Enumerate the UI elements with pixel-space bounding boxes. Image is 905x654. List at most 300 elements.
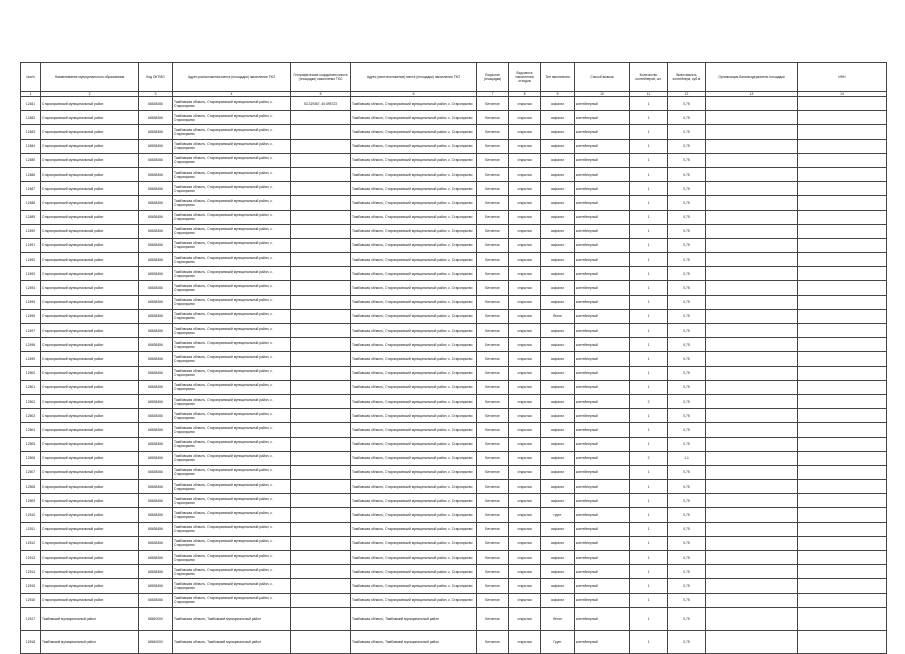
containers-registry-table: [20, 62, 887, 654]
accumulation-type: асфальт: [541, 437, 575, 451]
coordinates: [291, 494, 351, 508]
container-volume: 0,75: [668, 267, 706, 281]
header-cell: Код ОКТМО: [139, 63, 173, 92]
table-row: [21, 579, 887, 593]
place-address: Тамбовская область, Староюрьевский муниципальный район, с. Староюрьево: [351, 494, 477, 508]
municipality-name: Староюрьевский муниципальный район: [41, 409, 139, 423]
container-count: 1: [630, 465, 668, 479]
oktmo-code: 68638456: [139, 224, 173, 238]
container-count: 1: [630, 522, 668, 536]
site-kind: открытая: [509, 607, 541, 630]
removal-method: контейнерный: [575, 480, 630, 494]
removal-method: контейнерный: [575, 593, 630, 607]
removal-method: контейнерный: [575, 409, 630, 423]
inn: [798, 267, 887, 281]
container-volume: 0,75: [668, 380, 706, 394]
accumulation-type: асфальт: [541, 494, 575, 508]
place-address: Тамбовская область, Староюрьевский муниципальный район, с. Староюрьево: [351, 536, 477, 550]
inn: [798, 167, 887, 181]
site-kind: открытая: [509, 196, 541, 210]
container-volume: 0,75: [668, 409, 706, 423]
location-address: Тамбовская область, Староюрьевский муниципальный район, с. Староюрьево: [173, 210, 291, 224]
municipality-name: Тамбовский муниципальный район: [41, 630, 139, 653]
municipality-name: Староюрьевский муниципальный район: [41, 536, 139, 550]
oktmo-code: 68638456: [139, 196, 173, 210]
inn: [798, 380, 887, 394]
coordinates: [291, 253, 351, 267]
removal-method: контейнерный: [575, 139, 630, 153]
place-address: Тамбовская область, Староюрьевский муниципальный район, с. Староюрьево: [351, 579, 477, 593]
container-volume: 0,75: [668, 480, 706, 494]
municipality-name: Староюрьевский муниципальный район: [41, 97, 139, 111]
column-number: 10: [575, 92, 630, 97]
column-number: 7: [477, 92, 509, 97]
removal-method: контейнерный: [575, 508, 630, 522]
place-address: Тамбовская область, Староюрьевский муниципальный район, с. Староюрьево: [351, 508, 477, 522]
table-row: [21, 153, 887, 167]
column-number: 1: [21, 92, 41, 97]
column-number: 13: [706, 92, 798, 97]
place-address: Тамбовская область, Староюрьевский муниципальный район, с. Староюрьево: [351, 309, 477, 323]
place-address: Тамбовская область, Староюрьевский муниципальный район, с. Староюрьево: [351, 196, 477, 210]
oktmo-code: 68638456: [139, 167, 173, 181]
accumulation-type: асфальт: [541, 153, 575, 167]
surface-cover: Бетонное: [477, 324, 509, 338]
row-number: 12497: [21, 324, 41, 338]
row-number: 12512: [21, 536, 41, 550]
location-address: Тамбовская область, Староюрьевский муниципальный район, с. Староюрьево: [173, 522, 291, 536]
inn: [798, 423, 887, 437]
row-number: 12492: [21, 253, 41, 267]
table-row: [21, 536, 887, 550]
coordinates: [291, 167, 351, 181]
oktmo-code: 68640000: [139, 630, 173, 653]
coordinates: [291, 593, 351, 607]
header-cell: Наименование муниципального образования: [41, 63, 139, 92]
municipality-name: Староюрьевский муниципальный район: [41, 281, 139, 295]
table-row: [21, 465, 887, 479]
inn: [798, 451, 887, 465]
balance-holder: [706, 579, 798, 593]
balance-holder: [706, 238, 798, 252]
oktmo-code: 68638456: [139, 394, 173, 408]
surface-cover: Бетонное: [477, 423, 509, 437]
coordinates: [291, 153, 351, 167]
place-address: Тамбовская область, Староюрьевский муниципальный район, с. Староюрьево: [351, 394, 477, 408]
site-kind: открытая: [509, 309, 541, 323]
place-address: Тамбовская область, Староюрьевский муниципальный район, с. Староюрьево: [351, 409, 477, 423]
location-address: Тамбовская область, Староюрьевский муниципальный район, с. Староюрьево: [173, 309, 291, 323]
header-row: [21, 63, 887, 92]
coordinates: [291, 565, 351, 579]
place-address: Тамбовская область, Староюрьевский муниципальный район, с. Староюрьево: [351, 267, 477, 281]
place-address: Тамбовская область, Староюрьевский муниципальный район, с. Староюрьево: [351, 182, 477, 196]
site-kind: открытая: [509, 451, 541, 465]
coordinates: [291, 281, 351, 295]
container-volume: 0,75: [668, 522, 706, 536]
column-number: 9: [541, 92, 575, 97]
removal-method: контейнерный: [575, 352, 630, 366]
inn: [798, 210, 887, 224]
surface-cover: Бетонное: [477, 508, 509, 522]
removal-method: контейнерный: [575, 281, 630, 295]
oktmo-code: 68638456: [139, 593, 173, 607]
container-count: 1: [630, 97, 668, 111]
inn: [798, 409, 887, 423]
removal-method: контейнерный: [575, 522, 630, 536]
accumulation-type: асфальт: [541, 253, 575, 267]
municipality-name: Староюрьевский муниципальный район: [41, 153, 139, 167]
coordinates: [291, 480, 351, 494]
oktmo-code: 68638456: [139, 437, 173, 451]
coordinates: [291, 465, 351, 479]
municipality-name: Староюрьевский муниципальный район: [41, 196, 139, 210]
table-row: [21, 224, 887, 238]
removal-method: контейнерный: [575, 111, 630, 125]
oktmo-code: 68638456: [139, 579, 173, 593]
container-volume: 0,75: [668, 153, 706, 167]
balance-holder: [706, 153, 798, 167]
site-kind: открытая: [509, 630, 541, 653]
location-address: Тамбовская область, Староюрьевский муниципальный район, с. Староюрьево: [173, 253, 291, 267]
inn: [798, 196, 887, 210]
municipality-name: Староюрьевский муниципальный район: [41, 480, 139, 494]
header-cell: Вид места накопления отходов: [509, 63, 541, 92]
container-volume: 0,75: [668, 465, 706, 479]
accumulation-type: асфальт: [541, 125, 575, 139]
balance-holder: [706, 536, 798, 550]
location-address: Тамбовская область, Тамбовский муниципальный район: [173, 630, 291, 653]
location-address: Тамбовская область, Староюрьевский муниципальный район, с. Староюрьево: [173, 167, 291, 181]
column-number: 4: [173, 92, 291, 97]
site-kind: открытая: [509, 210, 541, 224]
coordinates: 53.319367, 40.695723: [291, 97, 351, 111]
site-kind: открытая: [509, 522, 541, 536]
table-row: [21, 238, 887, 252]
container-count: 1: [630, 253, 668, 267]
surface-cover: Бетонное: [477, 139, 509, 153]
coordinates: [291, 267, 351, 281]
site-kind: открытая: [509, 182, 541, 196]
location-address: Тамбовская область, Староюрьевский муниципальный район, с. Староюрьево: [173, 409, 291, 423]
container-volume: 0,75: [668, 437, 706, 451]
oktmo-code: 68638456: [139, 522, 173, 536]
site-kind: открытая: [509, 551, 541, 565]
location-address: Тамбовская область, Староюрьевский муниципальный район, с. Староюрьево: [173, 125, 291, 139]
municipality-name: Староюрьевский муниципальный район: [41, 579, 139, 593]
container-volume: 0,75: [668, 565, 706, 579]
surface-cover: Бетонное: [477, 281, 509, 295]
row-number: 12495: [21, 295, 41, 309]
place-address: Тамбовская область, Староюрьевский муниципальный район, с. Староюрьево: [351, 238, 477, 252]
place-address: Тамбовская область, Староюрьевский муниципальный район, с. Староюрьево: [351, 324, 477, 338]
inn: [798, 607, 887, 630]
surface-cover: Бетонное: [477, 224, 509, 238]
row-number: 12485: [21, 153, 41, 167]
table-row: [21, 182, 887, 196]
accumulation-type: асфальт: [541, 565, 575, 579]
surface-cover: Бетонное: [477, 480, 509, 494]
municipality-name: Тамбовский муниципальный район: [41, 607, 139, 630]
removal-method: контейнерный: [575, 338, 630, 352]
balance-holder: [706, 338, 798, 352]
container-volume: 0,75: [668, 210, 706, 224]
coordinates: [291, 196, 351, 210]
balance-holder: [706, 125, 798, 139]
container-volume: 0,75: [668, 536, 706, 550]
container-count: 1: [630, 409, 668, 423]
removal-method: контейнерный: [575, 295, 630, 309]
place-address: Тамбовская область, Староюрьевский муниципальный район, с. Староюрьево: [351, 366, 477, 380]
municipality-name: Староюрьевский муниципальный район: [41, 380, 139, 394]
accumulation-type: асфальт: [541, 324, 575, 338]
row-number: 12514: [21, 565, 41, 579]
table-row: [21, 508, 887, 522]
container-volume: 0,75: [668, 630, 706, 653]
table-row: [21, 480, 887, 494]
municipality-name: Староюрьевский муниципальный район: [41, 451, 139, 465]
inn: [798, 238, 887, 252]
row-number: 12481: [21, 97, 41, 111]
place-address: Тамбовская область, Староюрьевский муниципальный район, с. Староюрьево: [351, 352, 477, 366]
location-address: Тамбовская область, Тамбовский муниципальный район: [173, 607, 291, 630]
inn: [798, 324, 887, 338]
oktmo-code: 68638456: [139, 480, 173, 494]
site-kind: открытая: [509, 437, 541, 451]
container-volume: 0,75: [668, 579, 706, 593]
removal-method: контейнерный: [575, 253, 630, 267]
municipality-name: Староюрьевский муниципальный район: [41, 167, 139, 181]
balance-holder: [706, 196, 798, 210]
container-count: 1: [630, 139, 668, 153]
inn: [798, 224, 887, 238]
location-address: Тамбовская область, Староюрьевский муниципальный район, с. Староюрьево: [173, 153, 291, 167]
accumulation-type: асфальт: [541, 380, 575, 394]
accumulation-type: асфальт: [541, 139, 575, 153]
row-number: 12488: [21, 196, 41, 210]
coordinates: [291, 295, 351, 309]
surface-cover: Бетонное: [477, 536, 509, 550]
removal-method: контейнерный: [575, 437, 630, 451]
container-volume: 0,75: [668, 607, 706, 630]
container-count: 1: [630, 480, 668, 494]
coordinates: [291, 182, 351, 196]
balance-holder: [706, 465, 798, 479]
oktmo-code: 68638456: [139, 494, 173, 508]
site-kind: открытая: [509, 139, 541, 153]
balance-holder: [706, 97, 798, 111]
coordinates: [291, 536, 351, 550]
location-address: Тамбовская область, Староюрьевский муниципальный район, с. Староюрьево: [173, 380, 291, 394]
header-cell: Способ вывоза: [575, 63, 630, 92]
container-volume: 0,75: [668, 139, 706, 153]
oktmo-code: 68638456: [139, 366, 173, 380]
table-row: [21, 607, 887, 630]
container-volume: 0,75: [668, 366, 706, 380]
coordinates: [291, 338, 351, 352]
table-row: [21, 409, 887, 423]
inn: [798, 309, 887, 323]
container-volume: 0,75: [668, 196, 706, 210]
container-count: 1: [630, 551, 668, 565]
table-row: [21, 565, 887, 579]
container-count: 1: [630, 437, 668, 451]
column-number: 8: [509, 92, 541, 97]
surface-cover: Бетонное: [477, 607, 509, 630]
row-number: 12484: [21, 139, 41, 153]
container-count: 1: [630, 309, 668, 323]
row-number: 12510: [21, 508, 41, 522]
coordinates: [291, 394, 351, 408]
surface-cover: Бетонное: [477, 238, 509, 252]
inn: [798, 253, 887, 267]
row-number: 12499: [21, 352, 41, 366]
oktmo-code: 68638456: [139, 338, 173, 352]
removal-method: контейнерный: [575, 380, 630, 394]
balance-holder: [706, 607, 798, 630]
coordinates: [291, 238, 351, 252]
balance-holder: [706, 380, 798, 394]
oktmo-code: 68638456: [139, 281, 173, 295]
table-row: [21, 394, 887, 408]
row-number: 12503: [21, 409, 41, 423]
row-number: 12504: [21, 423, 41, 437]
accumulation-type: асфальт: [541, 366, 575, 380]
column-number: 12: [668, 92, 706, 97]
municipality-name: Староюрьевский муниципальный район: [41, 139, 139, 153]
container-volume: 0,75: [668, 338, 706, 352]
place-address: Тамбовская область, Староюрьевский муниципальный район, с. Староюрьево: [351, 437, 477, 451]
header-cell: Географические координаты места (площадки) накопления ТКО: [291, 63, 351, 92]
oktmo-code: 68638456: [139, 380, 173, 394]
balance-holder: [706, 281, 798, 295]
municipality-name: Староюрьевский муниципальный район: [41, 210, 139, 224]
container-count: 1: [630, 182, 668, 196]
balance-holder: [706, 480, 798, 494]
container-volume: 1,1: [668, 451, 706, 465]
oktmo-code: 68638456: [139, 111, 173, 125]
accumulation-type: асфальт: [541, 111, 575, 125]
container-count: 1: [630, 125, 668, 139]
municipality-name: Староюрьевский муниципальный район: [41, 394, 139, 408]
oktmo-code: 68638456: [139, 238, 173, 252]
header-cell: Вместимость контейнера, куб.м: [668, 63, 706, 92]
inn: [798, 551, 887, 565]
container-count: 1: [630, 167, 668, 181]
coordinates: [291, 366, 351, 380]
inn: [798, 536, 887, 550]
accumulation-type: асфальт: [541, 167, 575, 181]
row-number: 12489: [21, 210, 41, 224]
removal-method: контейнерный: [575, 309, 630, 323]
coordinates: [291, 380, 351, 394]
surface-cover: Бетонное: [477, 409, 509, 423]
accumulation-type: асфальт: [541, 394, 575, 408]
location-address: Тамбовская область, Староюрьевский муниципальный район, с. Староюрьево: [173, 508, 291, 522]
surface-cover: Бетонное: [477, 565, 509, 579]
table-row: [21, 522, 887, 536]
municipality-name: Староюрьевский муниципальный район: [41, 437, 139, 451]
container-count: 1: [630, 607, 668, 630]
place-address: Тамбовская область, Староюрьевский муниципальный район, с. Староюрьево: [351, 139, 477, 153]
surface-cover: Бетонное: [477, 210, 509, 224]
place-address: Тамбовская область, Староюрьевский муниципальный район, с. Староюрьево: [351, 295, 477, 309]
accumulation-type: асфальт: [541, 536, 575, 550]
place-address: Тамбовская область, Староюрьевский муниципальный район, с. Староюрьево: [351, 125, 477, 139]
balance-holder: [706, 210, 798, 224]
oktmo-code: 68638456: [139, 352, 173, 366]
accumulation-type: асфальт: [541, 579, 575, 593]
container-count: 1: [630, 111, 668, 125]
row-number: 12500: [21, 366, 41, 380]
row-number: 12487: [21, 182, 41, 196]
accumulation-type: асфальт: [541, 238, 575, 252]
municipality-name: Староюрьевский муниципальный район: [41, 253, 139, 267]
removal-method: контейнерный: [575, 451, 630, 465]
row-number: 12518: [21, 630, 41, 653]
coordinates: [291, 551, 351, 565]
surface-cover: Бетонное: [477, 522, 509, 536]
location-address: Тамбовская область, Староюрьевский муниципальный район, с. Староюрьево: [173, 267, 291, 281]
table-row: [21, 352, 887, 366]
removal-method: контейнерный: [575, 267, 630, 281]
container-volume: 0,75: [668, 111, 706, 125]
table-row: [21, 97, 887, 111]
site-kind: открытая: [509, 394, 541, 408]
location-address: Тамбовская область, Староюрьевский муниципальный район, с. Староюрьево: [173, 295, 291, 309]
container-count: 1: [630, 508, 668, 522]
surface-cover: Бетонное: [477, 380, 509, 394]
municipality-name: Староюрьевский муниципальный район: [41, 125, 139, 139]
container-count: 1: [630, 196, 668, 210]
accumulation-type: асфальт: [541, 196, 575, 210]
coordinates: [291, 607, 351, 630]
municipality-name: Староюрьевский муниципальный район: [41, 238, 139, 252]
place-address: Тамбовская область, Староюрьевский муниципальный район, с. Староюрьево: [351, 565, 477, 579]
header-cell: Количество контейнеров, шт.: [630, 63, 668, 92]
surface-cover: Бетонное: [477, 437, 509, 451]
accumulation-type: асфальт: [541, 593, 575, 607]
municipality-name: Староюрьевский муниципальный район: [41, 111, 139, 125]
table-row: [21, 437, 887, 451]
coordinates: [291, 125, 351, 139]
oktmo-code: 68638456: [139, 139, 173, 153]
removal-method: контейнерный: [575, 167, 630, 181]
oktmo-code: 68638456: [139, 309, 173, 323]
place-address: Тамбовская область, Староюрьевский муниципальный район, с. Староюрьево: [351, 224, 477, 238]
surface-cover: Бетонное: [477, 111, 509, 125]
container-count: 1: [630, 238, 668, 252]
row-number: 12509: [21, 494, 41, 508]
table-row: [21, 451, 887, 465]
location-address: Тамбовская область, Староюрьевский муниципальный район, с. Староюрьево: [173, 111, 291, 125]
container-volume: 0,75: [668, 508, 706, 522]
table-row: [21, 366, 887, 380]
location-address: Тамбовская область, Староюрьевский муниципальный район, с. Староюрьево: [173, 480, 291, 494]
container-volume: 0,75: [668, 125, 706, 139]
location-address: Тамбовская область, Староюрьевский муниципальный район, с. Староюрьево: [173, 352, 291, 366]
row-number: 12508: [21, 480, 41, 494]
oktmo-code: 68638456: [139, 551, 173, 565]
coordinates: [291, 352, 351, 366]
place-address: Тамбовская область, Староюрьевский муниципальный район, с. Староюрьево: [351, 380, 477, 394]
removal-method: контейнерный: [575, 366, 630, 380]
surface-cover: Бетонное: [477, 253, 509, 267]
surface-cover: Бетонное: [477, 494, 509, 508]
header-cell: Адрес расположения места (площадки) накопления ТКО: [173, 63, 291, 92]
location-address: Тамбовская область, Староюрьевский муниципальный район, с. Староюрьево: [173, 451, 291, 465]
row-number: 12511: [21, 522, 41, 536]
